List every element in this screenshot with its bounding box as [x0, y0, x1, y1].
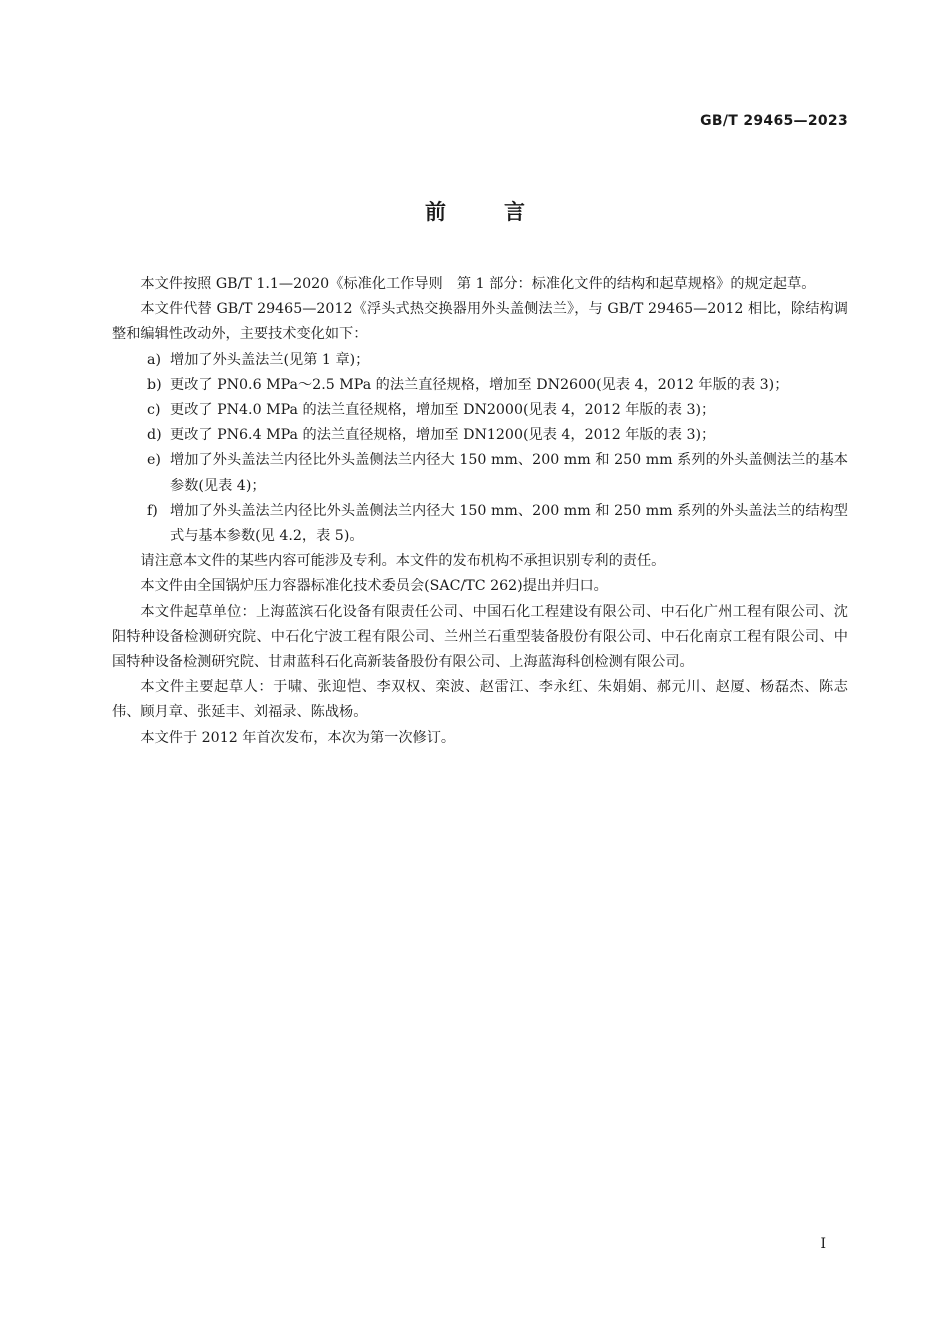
document-body — [112, 272, 848, 751]
list-item-text: 更改了 PN6.4 MPa 的法兰直径规格，增加至 DN1200(见表 4，2012 年版的表 3)； — [170, 427, 716, 444]
list-item-text: 更改了 PN4.0 MPa 的法兰直径规格，增加至 DN2000(见表 4，2012 年版的表 3)； — [170, 402, 716, 419]
list-item — [112, 499, 848, 549]
list-item-text: 增加了外头盖法兰(见第 1 章)； — [170, 351, 370, 368]
list-item — [112, 448, 848, 498]
paragraph-drafters: 本文件主要起草人：于啸、张迎恺、李双权、栾波、赵雷江、李永红、朱娟娟、郝元川、赵厦、杨磊杰、陈志伟、顾月章、张延丰、刘福录、陈战杨。 — [112, 679, 848, 721]
list-marker: e) — [147, 452, 161, 469]
list-item — [112, 373, 848, 398]
standard-code: GB/T 29465—2023 — [700, 113, 848, 129]
list-marker: b) — [147, 376, 162, 393]
paragraph-drafting-rules: 本文件按照 GB/T 1.1—2020《标准化工作导则 第 1 部分：标准化文件的结构和起草规格》的规定起草。 — [140, 276, 816, 292]
list-marker: c) — [147, 402, 161, 419]
list-item — [112, 423, 848, 448]
list-marker: f) — [147, 502, 158, 519]
paragraph-replaces: 本文件代替 GB/T 29465—2012《浮头式热交换器用外头盖侧法兰》，与 GB/T 29465—2012 相比，除结构调整和编辑性改动外，主要技术变化如下： — [112, 301, 848, 343]
list-item — [112, 348, 848, 373]
list-item-text: 增加了外头盖法兰内径比外头盖侧法兰内径大 150 mm、200 mm 和 250 mm 系列的外头盖侧法兰的基本参数(见表 4)； — [170, 452, 848, 494]
paragraph-history: 本文件于 2012 年首次发布，本次为第一次修订。 — [140, 729, 456, 746]
paragraph-committee: 本文件由全国锅炉压力容器标准化技术委员会(SAC/TC 262)提出并归口。 — [140, 578, 608, 595]
paragraph-patent-notice: 请注意本文件的某些内容可能涉及专利。本文件的发布机构不承担识别专利的责任。 — [140, 553, 666, 570]
list-item — [112, 398, 848, 423]
page-number: I — [820, 1236, 826, 1252]
list-marker: a) — [147, 351, 161, 368]
list-marker: d) — [147, 427, 162, 444]
list-item-text: 增加了外头盖法兰内径比外头盖侧法兰内径大 150 mm、200 mm 和 250 mm 系列的外头盖法兰的结构型式与基本参数(见 4.2，表 5)。 — [170, 502, 848, 545]
paragraph-drafting-units: 本文件起草单位：上海蓝滨石化设备有限责任公司、中国石化工程建设有限公司、中石化广州工程有限公司、沈阳特种设备检测研究院、中石化宁波工程有限公司、兰州兰石重型装备股份有限公司、中石化南京工程有限公司、中国特种设备检测研究院、甘肃蓝科石化高新装备股份有限公司、上海蓝海科创检测有限公司。 — [112, 603, 848, 671]
page-title: 前言 — [425, 200, 583, 224]
list-item-text: 更改了 PN0.6 MPa～2.5 MPa 的法兰直径规格，增加至 DN2600(见表 4，2012 年版的表 3)； — [170, 376, 789, 393]
